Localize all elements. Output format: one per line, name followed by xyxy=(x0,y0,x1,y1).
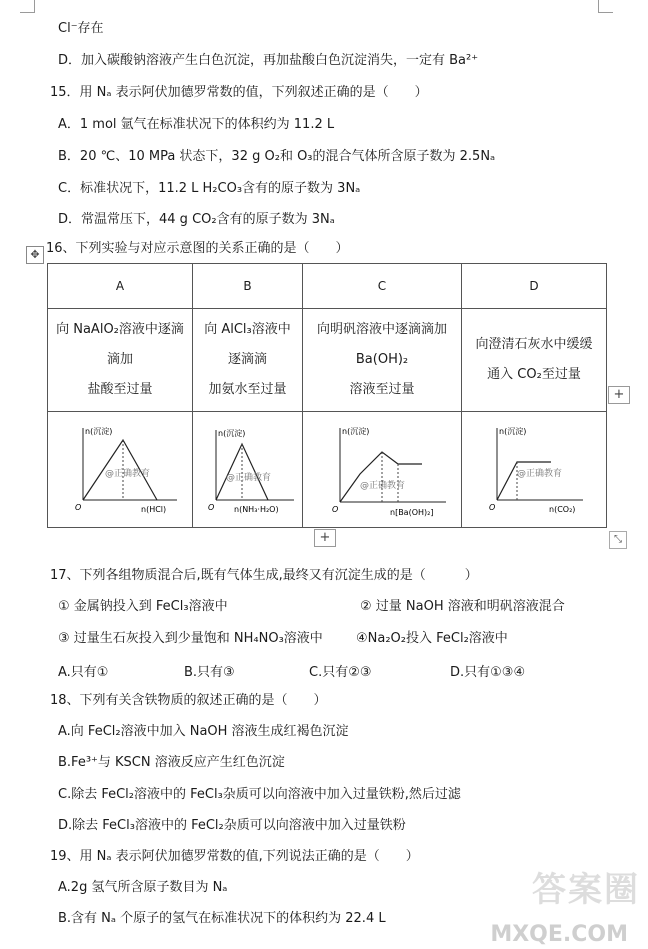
question-15-option-b: B．20 ℃、10 MPa 状态下，32 g O₂和 O₃的混合气体所含原子数为 2.5Nₐ xyxy=(58,149,496,164)
graph-c-watermark: @正确教育 xyxy=(360,480,406,491)
graph-a xyxy=(55,418,185,518)
question-18-option-d: D.除去 FeCl₃溶液中的 FeCl₂杂质可以向溶液中加入过量铁粉 xyxy=(58,818,406,833)
desc-d-line1: 向澄清石灰水中缓缓 xyxy=(475,337,593,352)
question-15-option-a: A．1 mol 氩气在标准状况下的体积约为 11.2 L xyxy=(58,117,335,132)
question-18-stem: 18、下列有关含铁物质的叙述正确的是（ ） xyxy=(50,693,327,708)
graph-cell-d xyxy=(462,412,607,528)
question-17-item-1: ① 金属钠投入到 FeCl₃溶液中 xyxy=(58,599,228,614)
graph-a-watermark: @正确教育 xyxy=(105,468,151,479)
graph-cell-b xyxy=(193,412,303,528)
question-18-option-c: C.除去 FeCl₂溶液中的 FeCl₃杂质可以向溶液中加入过量铁粉,然后过滤 xyxy=(58,787,461,802)
crop-mark-top-right xyxy=(598,0,613,13)
graph-c xyxy=(312,418,452,518)
table-header-b: B xyxy=(193,264,303,309)
table-header-d: D xyxy=(462,264,607,309)
graph-b xyxy=(198,418,298,518)
text-line-cl: Cl⁻存在 xyxy=(58,21,104,36)
desc-b-line1: 向 AlCl₃溶液中 xyxy=(204,322,291,337)
desc-a-line3: 盐酸至过量 xyxy=(87,382,153,397)
question-18-option-a: A.向 FeCl₂溶液中加入 NaOH 溶液生成红褐色沉淀 xyxy=(58,724,349,739)
desc-a-line2: 滴加 xyxy=(106,352,133,367)
table-header-a: A xyxy=(48,264,193,309)
question-17-stem: 17、下列各组物质混合后,既有气体生成,最终又有沉淀生成的是（ ） xyxy=(50,568,478,583)
question-17-item-4: ④Na₂O₂投入 FeCl₂溶液中 xyxy=(356,631,508,646)
desc-d-line2: 通入 CO₂至过量 xyxy=(487,367,581,382)
table-desc-a xyxy=(48,309,193,412)
graph-d-watermark: @正确教育 xyxy=(517,468,563,479)
table-header-c: C xyxy=(303,264,462,309)
question-15-stem: 15．用 Nₐ 表示阿伏加德罗常数的值，下列叙述正确的是（ ） xyxy=(50,85,428,100)
question-19-option-a: A.2g 氢气所含原子数目为 Nₐ xyxy=(58,880,228,895)
graph-b-ylabel: n(沉淀) xyxy=(217,428,245,438)
question-17-item-2: ② 过量 NaOH 溶液和明矾溶液混合 xyxy=(360,599,565,614)
desc-c-line1: 向明矾溶液中逐滴滴加 xyxy=(316,322,447,337)
table-add-row-button[interactable]: + xyxy=(314,529,336,547)
table-resize-handle-icon[interactable]: ⤡ xyxy=(609,531,627,549)
desc-a-line1: 向 NaAlO₂溶液中逐滴 xyxy=(56,322,184,337)
graph-b-watermark: @正确教育 xyxy=(225,472,271,483)
graph-d-origin: O xyxy=(489,502,496,512)
table-desc-c xyxy=(303,309,462,412)
question-16-stem: 16、下列实验与对应示意图的关系正确的是（ ） xyxy=(46,241,349,256)
graph-c-ylabel: n(沉淀) xyxy=(342,426,370,436)
question-17-item-3: ③ 过量生石灰投入到少量饱和 NH₄NO₃溶液中 xyxy=(58,631,323,646)
graph-c-origin: O xyxy=(332,504,339,514)
question-17-option-a: A.只有① xyxy=(58,665,109,680)
desc-c-line3: 溶液至过量 xyxy=(349,382,415,397)
table-desc-b xyxy=(193,309,303,412)
watermark-logo: 答案圈 xyxy=(532,870,640,910)
graph-d xyxy=(479,418,589,518)
question-17-option-c: C.只有②③ xyxy=(309,665,372,680)
graph-cell-a xyxy=(48,412,193,528)
question-15-option-d: D．常温常压下，44 g CO₂含有的原子数为 3Nₐ xyxy=(58,212,335,227)
text-line-option-d: D．加入碳酸钠溶液产生白色沉淀，再加盐酸白色沉淀消失，一定有 Ba²⁺ xyxy=(58,53,479,68)
desc-b-line2: 逐滴滴 xyxy=(227,352,267,367)
table-desc-d xyxy=(462,309,607,412)
graph-a-xlabel: n(HCl) xyxy=(141,504,167,514)
question-19-stem: 19、用 Nₐ 表示阿伏加德罗常数的值,下列说法正确的是（ ） xyxy=(50,849,419,864)
graph-b-xlabel: n(NH₃·H₂O) xyxy=(233,504,279,514)
question-15-option-c: C．标准状况下，11.2 L H₂CO₃含有的原子数为 3Nₐ xyxy=(58,181,361,196)
question-19-option-b: B.含有 Nₐ 个原子的氢气在标准状况下的体积约为 22.4 L xyxy=(58,911,386,926)
graph-d-ylabel: n(沉淀) xyxy=(499,426,527,436)
table-move-handle-icon[interactable]: ✥ xyxy=(26,246,44,264)
desc-c-line2: Ba(OH)₂ xyxy=(355,352,409,367)
table-add-column-button[interactable]: + xyxy=(608,386,630,404)
graph-a-origin: O xyxy=(75,502,82,512)
question-16-table xyxy=(47,263,607,528)
graph-d-xlabel: n(CO₂) xyxy=(549,504,576,514)
graph-c-xlabel: n[Ba(OH)₂] xyxy=(390,507,434,517)
graph-cell-c xyxy=(303,412,462,528)
question-17-option-b: B.只有③ xyxy=(184,665,235,680)
question-18-option-b: B.Fe³⁺与 KSCN 溶液反应产生红色沉淀 xyxy=(58,755,285,770)
graph-b-origin: O xyxy=(207,502,214,512)
desc-b-line3: 加氨水至过量 xyxy=(208,382,287,397)
crop-mark-top-left xyxy=(20,0,35,13)
graph-a-ylabel: n(沉淀) xyxy=(85,426,113,436)
question-17-options xyxy=(58,661,558,679)
question-17-option-d: D.只有①③④ xyxy=(450,665,526,680)
watermark-site: MXQE.COM xyxy=(490,922,628,947)
